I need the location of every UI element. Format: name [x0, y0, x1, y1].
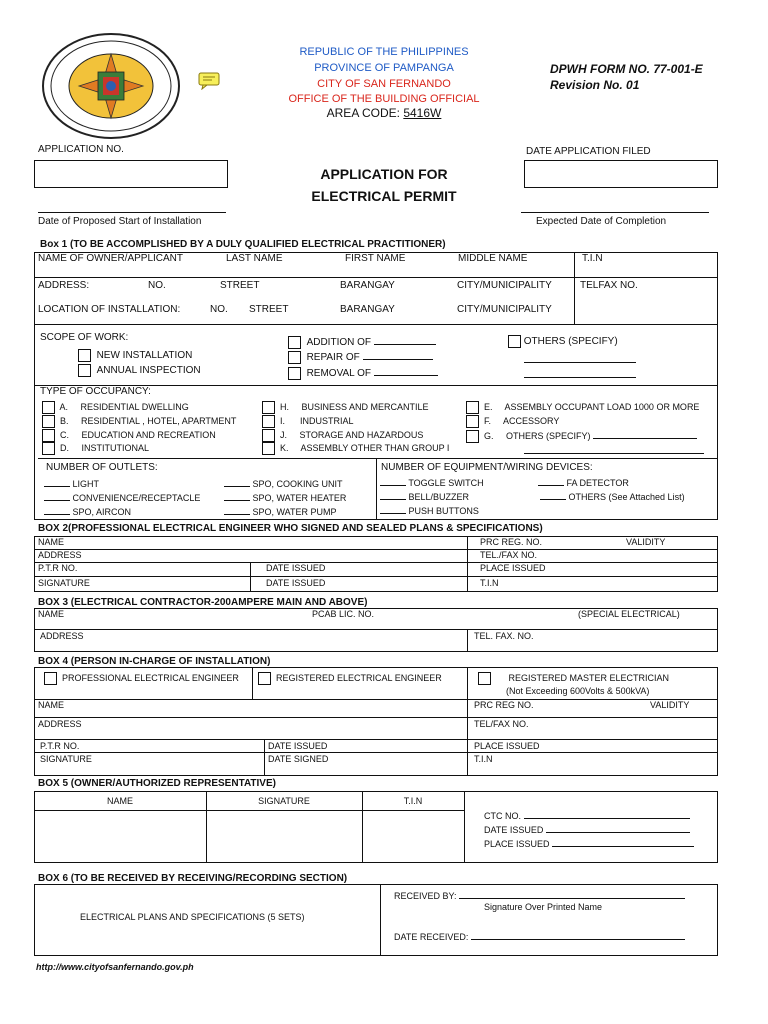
- device-others-text: OTHERS (See Attached List): [568, 492, 685, 502]
- outlet-aircon-text: SPO, AIRCON: [72, 507, 132, 517]
- header-province: PROVINCE OF PAMPANGA: [314, 62, 454, 74]
- occupancy-label: TYPE OF OCCUPANCY:: [40, 386, 151, 397]
- occupancy-i-text: INDUSTRIAL: [300, 415, 354, 426]
- new-installation-option[interactable]: [78, 349, 192, 362]
- location-no-label: NO.: [210, 304, 228, 315]
- footer-url[interactable]: http://www.cityofsanfernando.gov.ph: [36, 962, 194, 972]
- box3-tel: TEL. FAX. NO.: [474, 631, 534, 641]
- new-installation-checkbox[interactable]: [78, 349, 91, 362]
- application-no-label: APPLICATION NO.: [38, 144, 124, 155]
- date-filed-field[interactable]: [524, 160, 718, 188]
- outlet-light-text: LIGHT: [72, 479, 100, 489]
- box2: [34, 536, 718, 592]
- ctc-label: CTC NO.: [484, 811, 521, 821]
- outlet-heater-text: SPO, WATER HEATER: [252, 493, 347, 503]
- others-option[interactable]: [508, 335, 618, 348]
- outlet-convenience[interactable]: [44, 491, 200, 503]
- addition-checkbox[interactable]: [288, 336, 301, 349]
- new-installation-text: NEW INSTALLATION: [96, 350, 193, 362]
- box5-name: NAME: [106, 796, 133, 806]
- device-push-text: PUSH BUTTONS: [408, 506, 479, 516]
- box4-name: NAME: [38, 700, 65, 710]
- occupancy-k-text: ASSEMBLY OTHER THAN GROUP I: [300, 442, 450, 453]
- address-label: ADDRESS:: [38, 280, 90, 291]
- occupancy-c-checkbox[interactable]: [42, 429, 55, 442]
- location-label: LOCATION OF INSTALLATION:: [38, 304, 181, 315]
- application-no-field[interactable]: [34, 160, 228, 188]
- address-no-label: NO.: [148, 280, 166, 291]
- occupancy-i[interactable]: [262, 415, 354, 428]
- others-text: OTHERS (SPECIFY): [523, 336, 618, 348]
- last-name-label: LAST NAME: [226, 253, 283, 264]
- occupancy-k-letter: K.: [280, 442, 289, 453]
- occupancy-d-checkbox[interactable]: [42, 442, 55, 455]
- box2-title: BOX 2(PROFESSIONAL ELECTRICAL ENGINEER WHO SIGNED AND SEALED PLANS & SPECIFICATIONS): [38, 523, 543, 534]
- box2-date-issued-2: DATE ISSUED: [266, 578, 326, 588]
- box4-place-issued: PLACE ISSUED: [474, 741, 540, 751]
- equipment-label: NUMBER OF EQUIPMENT/WIRING DEVICES:: [381, 462, 593, 473]
- date-filed-label: DATE APPLICATION FILED: [526, 146, 651, 157]
- header-area: [260, 106, 508, 120]
- telfax-label: TELFAX NO.: [580, 280, 638, 291]
- occupancy-d-letter: D.: [60, 442, 70, 453]
- date-received-field[interactable]: [394, 930, 685, 942]
- box5-tin: T.I.N: [403, 796, 423, 806]
- box2-validity: VALIDITY: [626, 537, 666, 547]
- box2-date-issued: DATE ISSUED: [266, 563, 326, 573]
- chat-note-icon[interactable]: [198, 72, 220, 88]
- box2-prc: PRC REG. NO.: [480, 537, 543, 547]
- occupancy-g-text: OTHERS (SPECIFY): [506, 431, 591, 441]
- device-bell-text: BELL/BUZZER: [408, 492, 470, 502]
- form-number: DPWH FORM NO. 77-001-E: [550, 62, 703, 76]
- outlet-light[interactable]: [44, 477, 99, 489]
- box4-address: ADDRESS: [38, 719, 82, 729]
- device-fa[interactable]: [538, 476, 629, 488]
- device-push[interactable]: [380, 504, 479, 516]
- occupancy-c-text: EDUCATION AND RECREATION: [81, 429, 216, 440]
- annual-inspection-checkbox[interactable]: [78, 364, 91, 377]
- middle-name-label: MIDDLE NAME: [458, 253, 528, 264]
- device-fa-text: FA DETECTOR: [566, 478, 629, 488]
- rme-note: (Not Exceeding 600Volts & 500kVA): [506, 686, 650, 696]
- occupancy-e-letter: E.: [484, 401, 493, 412]
- date-received-label: DATE RECEIVED:: [394, 932, 469, 942]
- occupancy-i-letter: I.: [280, 415, 286, 426]
- rme-option[interactable]: [478, 672, 669, 685]
- box2-telfax: TEL./FAX NO.: [480, 550, 538, 560]
- owner-name-label: NAME OF OWNER/APPLICANT: [38, 253, 184, 264]
- plans-label: ELECTRICAL PLANS AND SPECIFICATIONS (5 SETS): [80, 912, 305, 922]
- occupancy-c[interactable]: [42, 429, 216, 442]
- location-street-label: STREET: [249, 304, 289, 315]
- box3-address: ADDRESS: [40, 631, 84, 641]
- occupancy-b-checkbox[interactable]: [42, 415, 55, 428]
- signature-printed-label: Signature Over Printed Name: [484, 902, 603, 912]
- ctc-date-label: DATE ISSUED: [484, 825, 544, 835]
- box6-title: BOX 6 (TO BE RECEIVED BY RECEIVING/RECORDING SECTION): [38, 873, 348, 884]
- occupancy-f-checkbox[interactable]: [466, 415, 479, 428]
- box4-date-signed: DATE SIGNED: [268, 754, 329, 764]
- received-by-label: RECEIVED BY:: [394, 891, 457, 901]
- occupancy-k-checkbox[interactable]: [262, 442, 275, 455]
- pee-text: PROFESSIONAL ELECTRICAL ENGINEER: [62, 672, 239, 683]
- occupancy-b-text: RESIDENTIAL , HOTEL, APARTMENT: [81, 415, 237, 426]
- occupancy-a-text: RESIDENTIAL DWELLING: [80, 401, 189, 412]
- removal-text: REMOVAL OF: [306, 368, 372, 379]
- occupancy-f-text: ACCESSORY: [503, 415, 560, 426]
- outlet-convenience-text: CONVENIENCE/RECEPTACLE: [72, 493, 201, 503]
- box4-validity: VALIDITY: [650, 700, 690, 710]
- occupancy-e-text: ASSEMBLY OCCUPANT LOAD 1000 OR MORE: [504, 401, 700, 412]
- occupancy-h-text: BUSINESS AND MERCANTILE: [301, 401, 429, 412]
- occupancy-a[interactable]: [42, 401, 189, 414]
- location-city-label: CITY/MUNICIPALITY: [457, 304, 552, 315]
- occupancy-g[interactable]: [466, 429, 697, 443]
- title-line-2: ELECTRICAL PERMIT: [311, 188, 457, 204]
- occupancy-d-text: INSTITUTIONAL: [81, 442, 150, 453]
- ree-checkbox[interactable]: [258, 672, 271, 685]
- location-barangay-label: BARANGAY: [340, 304, 395, 315]
- box3-pcab: PCAB LIC. NO.: [312, 609, 375, 619]
- pee-checkbox[interactable]: [44, 672, 57, 685]
- outlet-pump[interactable]: [224, 505, 337, 517]
- box2-address: ADDRESS: [38, 550, 82, 560]
- device-others[interactable]: [540, 490, 685, 502]
- scope-label: SCOPE OF WORK:: [40, 332, 129, 343]
- occupancy-h-checkbox[interactable]: [262, 401, 275, 414]
- annual-inspection-text: ANNUAL INSPECTION: [96, 365, 201, 377]
- ree-option[interactable]: [258, 672, 442, 685]
- occupancy-j-checkbox[interactable]: [262, 429, 275, 442]
- revision-number: Revision No. 01: [550, 78, 640, 92]
- box2-name: NAME: [38, 537, 65, 547]
- ree-text: REGISTERED ELECTRICAL ENGINEER: [276, 672, 442, 683]
- removal-option[interactable]: [288, 366, 438, 380]
- device-toggle-text: TOGGLE SWITCH: [408, 478, 484, 488]
- area-label: AREA CODE:: [326, 106, 404, 120]
- completion-date-label: Expected Date of Completion: [536, 216, 667, 227]
- box5-signature: SIGNATURE: [258, 796, 310, 806]
- addition-text: ADDITION OF: [306, 337, 372, 348]
- pee-option[interactable]: [44, 672, 239, 685]
- occupancy-j-text: STORAGE AND HAZARDOUS: [299, 429, 424, 440]
- repair-option[interactable]: [288, 350, 433, 364]
- occupancy-b-letter: B.: [60, 415, 69, 426]
- repair-checkbox[interactable]: [288, 351, 301, 364]
- occupancy-a-checkbox[interactable]: [42, 401, 55, 414]
- annual-inspection-option[interactable]: [78, 364, 201, 377]
- city-seal: [40, 32, 182, 140]
- removal-checkbox[interactable]: [288, 367, 301, 380]
- box4-prc: PRC REG NO.: [474, 700, 534, 710]
- box3-special: (SPECIAL ELECTRICAL): [578, 609, 680, 619]
- occupancy-h[interactable]: [262, 401, 429, 414]
- header-republic: REPUBLIC OF THE PHILIPPINES: [299, 46, 469, 58]
- box2-place-issued: PLACE ISSUED: [480, 563, 546, 573]
- others-checkbox[interactable]: [508, 335, 521, 348]
- address-street-label: STREET: [220, 280, 260, 291]
- box4-tin: T.I.N: [474, 754, 493, 764]
- occupancy-e[interactable]: [466, 401, 699, 414]
- box4-signature: SIGNATURE: [40, 754, 92, 764]
- start-date-label: Date of Proposed Start of Installation: [38, 216, 202, 227]
- title-line-1: APPLICATION FOR: [320, 166, 448, 182]
- first-name-label: FIRST NAME: [345, 253, 406, 264]
- occupancy-f-letter: F.: [484, 415, 492, 426]
- box1-title: Box 1 (TO BE ACCOMPLISHED BY A DULY QUALIFIED ELECTRICAL PRACTITIONER): [40, 239, 446, 250]
- box5-title: BOX 5 (OWNER/AUTHORIZED REPRESENTATIVE): [38, 778, 276, 789]
- occupancy-g-checkbox[interactable]: [466, 430, 479, 443]
- rme-text: REGISTERED MASTER ELECTRICIAN: [508, 672, 670, 683]
- box3-name: NAME: [38, 609, 65, 619]
- outlet-cooking-text: SPO, COOKING UNIT: [252, 479, 343, 489]
- occupancy-a-letter: A.: [59, 401, 69, 412]
- ctc-place-label: PLACE ISSUED: [484, 839, 550, 849]
- box4-date-issued: DATE ISSUED: [268, 741, 328, 751]
- occupancy-i-checkbox[interactable]: [262, 415, 275, 428]
- header-city: CITY OF SAN FERNANDO: [317, 78, 451, 90]
- occupancy-j-letter: J.: [280, 429, 288, 440]
- received-by-field[interactable]: [394, 889, 685, 901]
- box4-telfax: TEL/FAX NO.: [474, 719, 529, 729]
- device-toggle[interactable]: [380, 476, 484, 488]
- occupancy-h-letter: H.: [280, 401, 290, 412]
- device-bell[interactable]: [380, 490, 469, 502]
- ctc-field[interactable]: [484, 809, 690, 821]
- occupancy-f[interactable]: [466, 415, 559, 428]
- rme-checkbox[interactable]: [478, 672, 491, 685]
- box4-ptr: P.T.R NO.: [40, 741, 80, 751]
- outlet-aircon[interactable]: [44, 505, 131, 517]
- box2-signature: SIGNATURE: [38, 578, 90, 588]
- repair-text: REPAIR OF: [306, 352, 360, 363]
- owner-tin-label: T.I.N: [582, 253, 603, 264]
- occupancy-j[interactable]: [262, 429, 423, 442]
- box2-tin: T.I.N: [480, 578, 499, 588]
- box4-title: BOX 4 (PERSON IN-CHARGE OF INSTALLATION): [38, 656, 271, 667]
- outlets-label: NUMBER OF OUTLETS:: [46, 462, 158, 473]
- occupancy-c-letter: C.: [60, 429, 70, 440]
- occupancy-g-letter: G.: [484, 431, 494, 441]
- ctc-place-field[interactable]: [484, 837, 694, 849]
- box3-title: BOX 3 (ELECTRICAL CONTRACTOR-200AMPERE MAIN AND ABOVE): [38, 597, 368, 608]
- header-office: OFFICE OF THE BUILDING OFFICIAL: [288, 93, 480, 105]
- outlet-cooking[interactable]: [224, 477, 343, 489]
- occupancy-k[interactable]: [262, 442, 449, 455]
- outlet-pump-text: SPO, WATER PUMP: [252, 507, 337, 517]
- area-code: 5416W: [403, 106, 442, 120]
- address-city-label: CITY/MUNICIPALITY: [457, 280, 552, 291]
- occupancy-d[interactable]: [42, 442, 149, 455]
- outlet-heater[interactable]: [224, 491, 346, 503]
- occupancy-e-checkbox[interactable]: [466, 401, 479, 414]
- ctc-date-field[interactable]: [484, 823, 690, 835]
- address-barangay-label: BARANGAY: [340, 280, 395, 291]
- occupancy-b[interactable]: [42, 415, 236, 428]
- box2-ptr: P.T.R NO.: [38, 563, 78, 573]
- addition-option[interactable]: [288, 335, 436, 349]
